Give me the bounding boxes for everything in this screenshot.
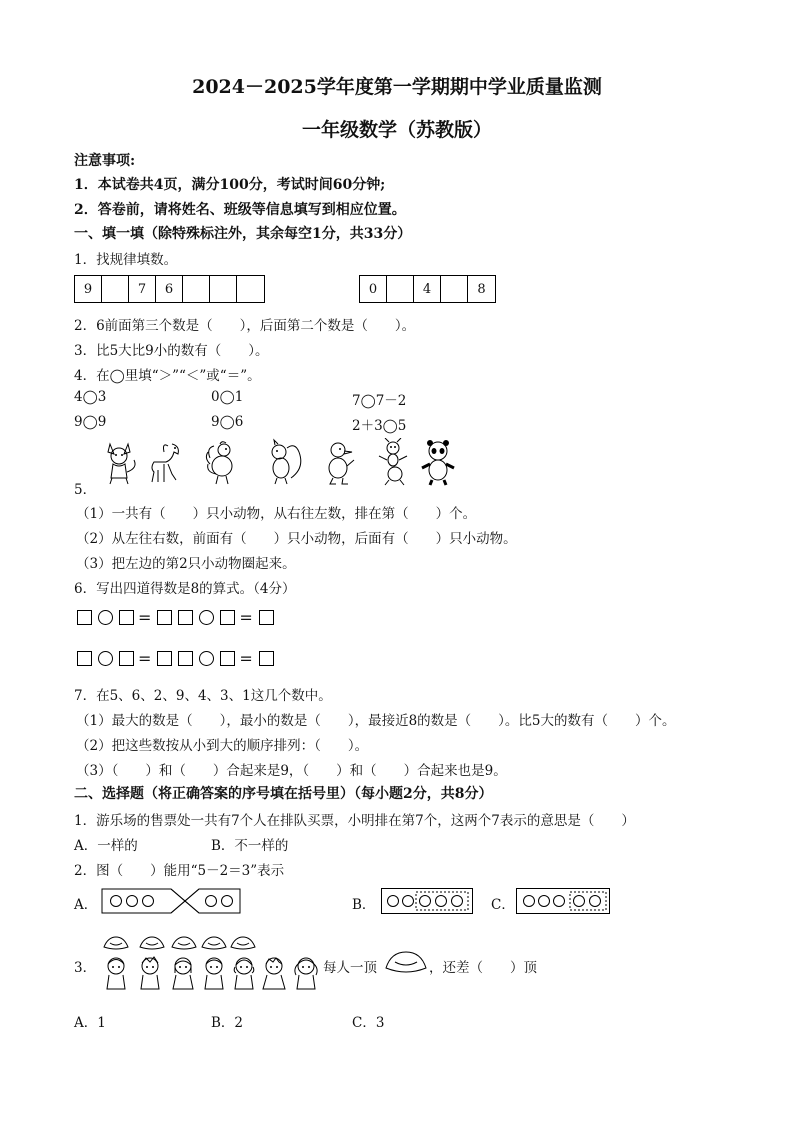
circles-picture-c <box>516 888 610 914</box>
seq1-cell[interactable]: 6 <box>156 276 183 302</box>
page-subtitle: 一年级数学（苏教版） <box>301 119 492 141</box>
note-1: 1．本试卷共4页，满分100分，考试时间60分钟; <box>74 177 386 193</box>
panda-icon <box>418 438 458 486</box>
seq2-cell[interactable]: 0 <box>360 276 387 302</box>
child-icon <box>169 955 197 993</box>
q2-2-option-a[interactable]: A． <box>74 897 98 913</box>
rooster-icon <box>202 438 242 486</box>
q2-2-option-b[interactable]: B． <box>352 897 376 913</box>
duck-icon <box>320 438 360 486</box>
q2-2: 2．图（ ）能用“5－2＝3”表示 <box>74 863 285 879</box>
q2-3-option-a[interactable]: A．1 <box>74 1015 106 1031</box>
seq1-cell[interactable] <box>102 276 129 302</box>
compare-item: 9◯6 <box>211 414 244 430</box>
seq2-cell[interactable] <box>387 276 414 302</box>
notes-heading: 注意事项: <box>74 153 136 169</box>
seq2-cell[interactable] <box>441 276 468 302</box>
squirrel-icon <box>265 438 305 486</box>
hat-icon <box>102 935 130 951</box>
seq1-cell[interactable] <box>237 276 264 302</box>
seq2-cell[interactable]: 4 <box>414 276 441 302</box>
q1-5: 5． <box>74 482 97 498</box>
q1-7: 7．在5、6、2、9、4、3、1这几个数中。 <box>74 688 332 704</box>
seq1-cell[interactable]: 7 <box>129 276 156 302</box>
fox-icon <box>100 438 140 486</box>
q2-1: 1．游乐场的售票处一共有7个人在排队买票，小明排在第7个，这两个7表示的意思是（ ） <box>74 813 635 829</box>
sequence-2 <box>359 275 496 303</box>
q1-1: 1．找规律填数。 <box>74 252 178 268</box>
q1-7-1: （1）最大的数是（ ），最小的数是（ ），最接近8的数是（ ）。比5大的数有（ ）个。 <box>76 713 676 729</box>
hat-icon <box>383 948 429 976</box>
seq1-cell[interactable] <box>183 276 210 302</box>
compare-item: 7◯7－2 <box>352 393 407 409</box>
q2-3-text-1: 每人一顶 <box>323 960 377 976</box>
compare-item: 2＋3◯5 <box>352 418 407 434</box>
equals-sign: = <box>239 649 255 668</box>
q2-3-text-2: ，还差（ ）顶 <box>429 960 537 976</box>
equals-sign: = <box>138 649 154 668</box>
q1-7-3: （3）（ ）和（ ）合起来是9，（ ）和（ ）合起来也是9。 <box>76 763 507 779</box>
page-title: 2024－2025学年度第一学期期中学业质量监测 <box>192 76 602 98</box>
child-icon <box>260 955 288 993</box>
q1-6: 6．写出四道得数是8的算式。（4分） <box>74 581 296 597</box>
horse-icon <box>146 438 186 486</box>
q2-1-option-a[interactable]: A．一样的 <box>74 838 138 854</box>
section1-heading: 一、填一填（除特殊标注外，其余每空1分，共33分） <box>74 226 412 242</box>
hat-icon <box>229 935 257 951</box>
equals-sign: = <box>239 608 255 627</box>
compare-item: 4◯3 <box>74 389 107 405</box>
q1-2: 2．6前面第三个数是（ ），后面第二个数是（ ）。 <box>74 318 416 334</box>
q2-2-option-c[interactable]: C． <box>491 897 515 913</box>
seq1-cell[interactable]: 9 <box>75 276 102 302</box>
q2-3: 3． <box>74 960 97 976</box>
circles-picture-a <box>101 887 241 915</box>
compare-item: 9◯9 <box>74 414 107 430</box>
q1-5-1: （1）一共有（ ）只小动物，从右往左数，排在第（ ）个。 <box>76 506 477 522</box>
q2-3-option-b[interactable]: B．2 <box>211 1015 244 1031</box>
q2-1-option-b[interactable]: B．不一样的 <box>211 838 289 854</box>
equation-template-1[interactable] <box>74 608 277 627</box>
q1-5-3: （3）把左边的第2只小动物圈起来。 <box>76 556 296 572</box>
child-icon <box>200 955 228 993</box>
hat-icon <box>170 935 198 951</box>
equals-sign: = <box>138 608 154 627</box>
seq1-cell[interactable] <box>210 276 237 302</box>
ant-icon <box>373 438 413 486</box>
q1-3: 3．比5大比9小的数有（ ）。 <box>74 343 269 359</box>
sequence-1 <box>74 275 265 303</box>
section2-heading: 二、选择题（将正确答案的序号填在括号里）（每小题2分，共8分） <box>74 786 493 802</box>
child-icon <box>230 955 258 993</box>
child-icon <box>102 955 130 993</box>
circles-picture-b <box>381 888 473 914</box>
q1-4: 4．在◯里填“＞”“＜”或“＝”。 <box>74 368 261 384</box>
q2-3-option-c[interactable]: C．3 <box>352 1015 385 1031</box>
hat-icon <box>138 935 166 951</box>
q1-5-2: （2）从左往右数，前面有（ ）只小动物，后面有（ ）只小动物。 <box>76 531 517 547</box>
child-icon <box>292 955 320 993</box>
hat-icon <box>200 935 228 951</box>
compare-item: 0◯1 <box>211 389 244 405</box>
equation-template-2[interactable] <box>74 649 277 668</box>
note-2: 2．答卷前，请将姓名、班级等信息填写到相应位置。 <box>74 202 406 218</box>
seq2-cell[interactable]: 8 <box>477 281 486 297</box>
child-icon <box>136 955 164 993</box>
q1-7-2: （2）把这些数按从小到大的顺序排列：（ ）。 <box>76 738 369 754</box>
